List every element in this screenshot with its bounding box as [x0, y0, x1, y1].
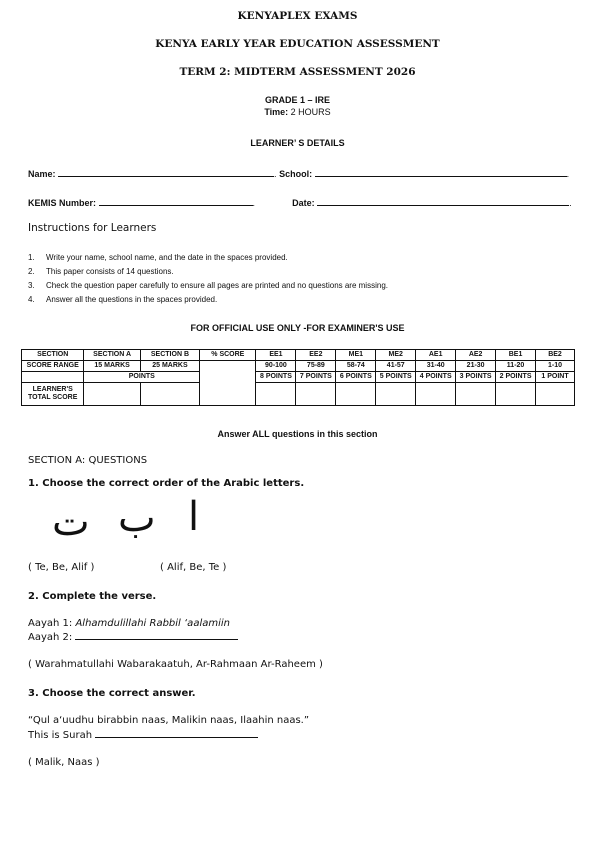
name-school-row: Name: . School: .	[28, 169, 570, 179]
question-1-option-a: ( Te, Be, Alif )	[28, 562, 95, 573]
answer-all-note: Answer ALL questions in this section	[217, 429, 378, 439]
question-1-option-b: ( Alif, Be, Te )	[160, 562, 227, 573]
assessment-title: KENYA EARLY YEAR EDUCATION ASSESSMENT	[155, 38, 440, 50]
question-2-options: ( Warahmatullahi Wabarakaatuh, Ar-Rahmaan Ar-Raheem )	[28, 659, 323, 670]
time-label: Time:	[264, 107, 289, 117]
kemis-date-row: KEMIS Number: . Date: .	[28, 198, 572, 208]
term-title: TERM 2: MIDTERM ASSESSMENT 2026	[179, 66, 416, 78]
table-row: SECTION SECTION A SECTION B % SCORE EE1 EE2 ME1 ME2 AE1 AE2 BE1 BE2	[22, 350, 575, 361]
arabic-letter-be: ب	[118, 495, 156, 541]
instruction-item: 3. Check the question paper carefully to ensure all pages are printed and no questions are missing.	[28, 281, 388, 290]
kemis-label: KEMIS Number:	[28, 198, 97, 208]
instruction-item: 1. Write your name, school name, and the date in the spaces provided.	[28, 253, 288, 262]
grade-subject: GRADE 1 – IRE	[264, 95, 331, 105]
question-2-aayah-1: Aayah 1: Alhamdulillahi Rabbil ‘aalamiin	[28, 618, 230, 629]
score-table	[21, 349, 575, 406]
question-2-aayah-2: Aayah 2:	[28, 631, 238, 643]
question-2-prompt: 2. Complete the verse.	[28, 591, 157, 602]
learners-total-score-label: LEARNER'S TOTAL SCORE	[22, 383, 84, 406]
instructions-list	[28, 251, 388, 307]
table-row: POINTS 8 POINTS 7 POINTS 6 POINTS 5 POINTS 4 POINTS 3 POINTS 2 POINTS 1 POINT	[22, 372, 575, 383]
question-3-answer: This is Surah	[28, 729, 258, 741]
name-field[interactable]	[58, 168, 274, 177]
table-row: SCORE RANGE 15 MARKS 25 MARKS 90-100 75-89 58-74 41-57 31-40 21-30 11-20 1-10	[22, 361, 575, 372]
section-a-score-cell[interactable]	[84, 383, 140, 406]
time-value: 2 HOURS	[290, 107, 331, 117]
learners-details-heading: LEARNER’ S DETAILS	[250, 138, 345, 148]
date-label: Date:	[292, 198, 315, 208]
question-3-options: ( Malik, Naas )	[28, 757, 100, 768]
school-field[interactable]	[315, 168, 567, 177]
school-label: School:	[279, 169, 313, 179]
organization-title: KENYAPLEX EXAMS	[237, 10, 358, 22]
instructions-heading: Instructions for Learners	[28, 222, 157, 234]
question-3-quote: “Qul a‘uudhu birabbin naas, Malikin naas, Ilaahin naas.”	[28, 715, 310, 726]
section-b-score-cell[interactable]	[140, 383, 199, 406]
table-row	[22, 383, 575, 406]
question-1-prompt: 1. Choose the correct order of the Arabic letters.	[28, 478, 305, 489]
percent-score-cell[interactable]	[200, 361, 256, 406]
aayah-2-answer-field[interactable]	[75, 631, 238, 640]
official-use-heading: FOR OFFICIAL USE ONLY -FOR EXAMINER'S USE	[190, 323, 405, 333]
section-a-heading: SECTION A: QUESTIONS	[28, 455, 148, 466]
surah-answer-field[interactable]	[95, 729, 258, 738]
question-3-prompt: 3. Choose the correct answer.	[28, 688, 196, 699]
instruction-item: 2. This paper consists of 14 questions.	[28, 267, 174, 276]
name-label: Name:	[28, 169, 56, 179]
aayah-1-text: Alhamdulillahi Rabbil ‘aalamiin	[75, 618, 230, 629]
arabic-letter-alif: ا	[188, 494, 200, 540]
instruction-item: 4. Answer all the questions in the spaces provided.	[28, 295, 218, 304]
kemis-field[interactable]	[99, 197, 253, 206]
arabic-letter-te: ت	[52, 499, 90, 545]
date-field[interactable]	[317, 197, 569, 206]
time-allowed	[0, 107, 595, 117]
